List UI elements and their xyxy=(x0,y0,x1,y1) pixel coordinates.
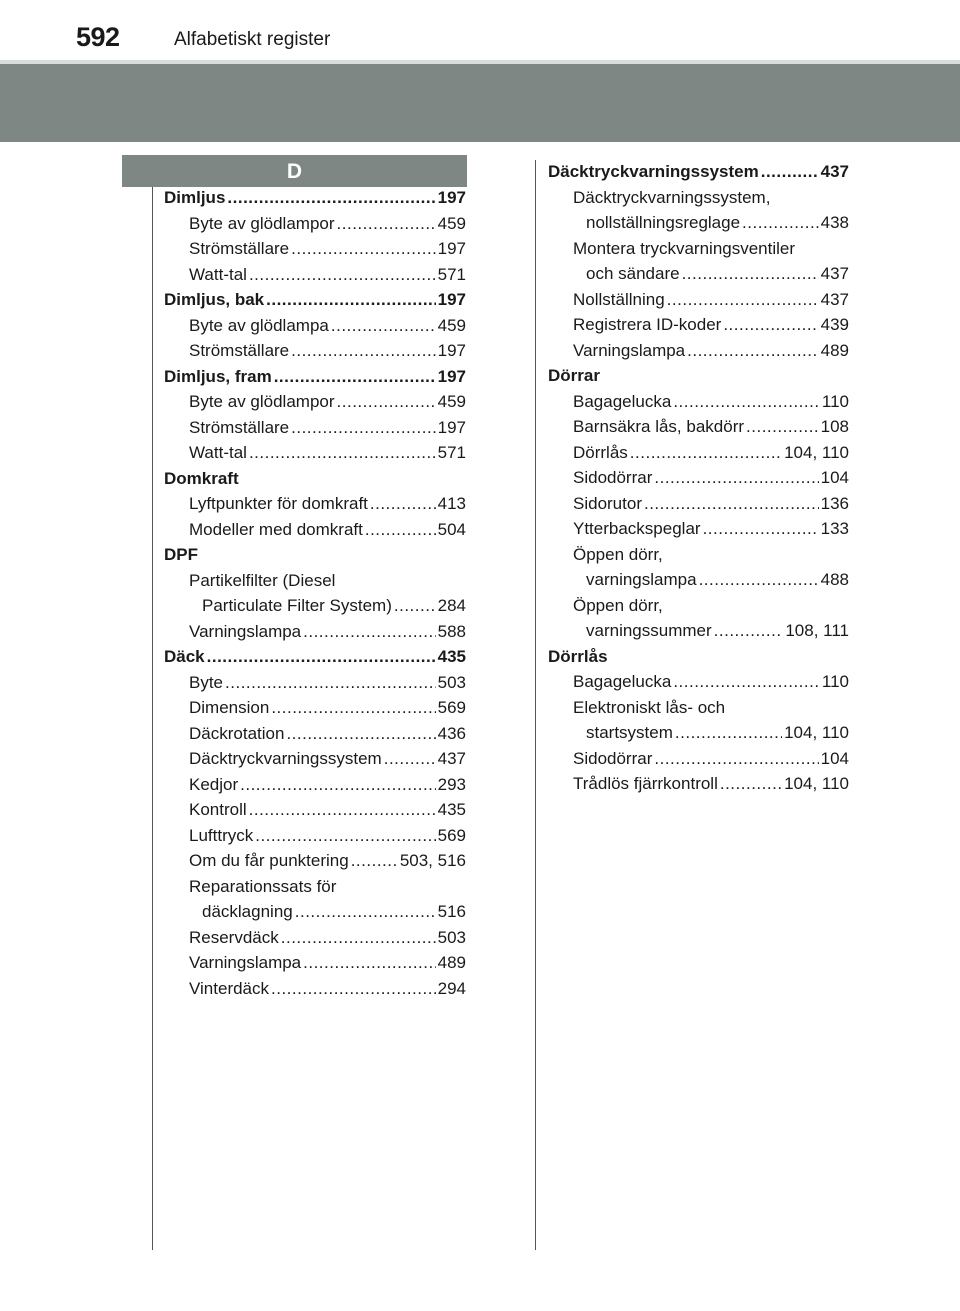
index-entry-pages: 133 xyxy=(820,519,849,538)
index-entry-pages: 197 xyxy=(437,188,466,207)
index-entry-name: Bagagelucka xyxy=(573,672,672,691)
index-entry xyxy=(164,619,466,645)
index-entry-pages: 435 xyxy=(437,800,466,819)
dot-leader xyxy=(687,338,818,364)
index-entry-name: Däcktryckvarningssystem xyxy=(548,162,759,181)
dot-leader xyxy=(699,567,819,593)
index-entry-name: Däcktryckvarningssystem xyxy=(189,749,382,768)
dot-leader xyxy=(654,746,818,772)
index-entry-pages: 104 xyxy=(820,748,849,768)
index-entry-pages: 437 xyxy=(820,162,849,181)
index-entry-name: Strömställare xyxy=(189,341,290,360)
index-entry-pages: 110 xyxy=(821,672,849,691)
index-entry-name: Barnsäkra lås, bakdörr xyxy=(573,417,745,436)
index-entry-name: Strömställare xyxy=(189,417,290,437)
index-entry-name: Ytterbackspeglar xyxy=(573,519,701,538)
index-entry-pages: 504 xyxy=(437,519,466,539)
index-entry xyxy=(548,236,849,262)
index-entry xyxy=(164,568,466,594)
index-entry xyxy=(164,593,466,619)
index-entry xyxy=(164,746,466,772)
index-entry-name: Domkraft xyxy=(164,468,239,488)
index-entry xyxy=(164,670,466,696)
index-entry-name: Sidodörrar xyxy=(573,468,653,487)
index-entry-name: Dörrlås xyxy=(548,646,608,666)
index-entry xyxy=(548,185,849,211)
index-entry xyxy=(548,593,849,619)
index-entry-pages: 571 xyxy=(437,264,466,284)
index-entry-pages: 294 xyxy=(437,978,466,998)
index-entry-pages: 104 xyxy=(820,468,849,487)
index-entry-name: Elektroniskt lås- och xyxy=(573,697,726,717)
index-entry xyxy=(164,517,466,543)
dot-leader xyxy=(673,669,820,695)
index-entry-name: Lufttryck xyxy=(189,825,254,845)
dot-leader xyxy=(291,236,435,262)
index-entry xyxy=(548,618,849,644)
index-heading xyxy=(164,542,466,568)
section-letter-tab: D xyxy=(122,155,467,187)
index-entry xyxy=(164,772,466,798)
dot-leader xyxy=(394,593,436,619)
index-entry-name: Lyftpunkter för domkraft xyxy=(189,494,368,513)
index-entry-pages: 569 xyxy=(437,698,466,717)
dot-leader xyxy=(703,516,819,542)
index-entry-name: och sändare xyxy=(586,264,680,283)
dot-leader xyxy=(337,389,436,415)
index-entry xyxy=(548,440,849,466)
dot-leader xyxy=(746,414,819,440)
dot-leader xyxy=(714,618,784,644)
dot-leader xyxy=(295,899,436,925)
index-entry-pages: 197 xyxy=(437,341,466,360)
index-entry-name: Trådlös fjärrkontroll xyxy=(573,774,718,793)
dot-leader xyxy=(667,287,819,313)
index-entry-pages: 197 xyxy=(437,366,466,386)
index-entry xyxy=(548,389,849,415)
index-entry-name: Däck xyxy=(164,647,205,666)
index-entry-pages: 197 xyxy=(437,239,466,258)
dot-leader xyxy=(225,670,436,696)
index-entry-pages: 413 xyxy=(437,494,466,513)
index-entry-pages: 503 xyxy=(437,672,466,692)
index-entry-pages: 436 xyxy=(437,723,466,743)
index-entry-name: varningssummer xyxy=(586,621,712,640)
index-entry-pages: 503 xyxy=(437,927,466,947)
index-entry xyxy=(548,720,849,746)
index-entry-pages: 104, 110 xyxy=(784,442,849,462)
index-entry-name: Sidorutor xyxy=(573,493,642,513)
dot-leader xyxy=(249,262,436,288)
index-entry xyxy=(164,950,466,976)
index-entry xyxy=(548,669,849,695)
index-entry-pages: 104, 110 xyxy=(784,774,849,793)
index-heading xyxy=(548,363,849,389)
index-entry-name: Watt-tal xyxy=(189,443,247,462)
index-entry xyxy=(548,516,849,542)
index-entry xyxy=(548,338,849,364)
index-entry xyxy=(548,491,849,517)
index-entry-pages: 284 xyxy=(437,596,466,615)
index-entry xyxy=(548,695,849,721)
index-entry-name: Nollställning xyxy=(573,289,665,309)
index-entry-pages: 293 xyxy=(437,774,466,794)
index-entry-name: Registrera ID-koder xyxy=(573,315,722,334)
dot-leader xyxy=(675,720,782,746)
dot-leader xyxy=(331,313,436,339)
dot-leader xyxy=(742,210,819,236)
index-entry-pages: 435 xyxy=(437,647,466,666)
index-entry xyxy=(164,313,466,339)
dot-leader xyxy=(761,159,819,185)
index-entry xyxy=(164,976,466,1002)
index-heading xyxy=(164,466,466,492)
index-entry-pages: 516 xyxy=(437,902,466,921)
index-entry-name: Montera tryckvarningsventiler xyxy=(573,238,796,258)
index-entry xyxy=(164,262,466,288)
center-column-rule xyxy=(535,160,536,1250)
index-entry-name: Modeller med domkraft xyxy=(189,519,363,539)
index-entry-pages: 108 xyxy=(820,417,849,436)
dot-leader xyxy=(723,312,818,338)
dot-leader xyxy=(291,338,435,364)
index-entry-name: Däcktryckvarningssystem, xyxy=(573,187,771,207)
index-entry-name: Dimljus, fram xyxy=(164,366,272,386)
index-entry-name: nollställningsreglage xyxy=(586,213,741,232)
index-entry-name: Byte av glödlampor xyxy=(189,213,335,233)
index-column-right xyxy=(548,159,849,797)
index-entry-name: Strömställare xyxy=(189,239,290,258)
index-entry xyxy=(164,338,466,364)
index-entry-pages: 489 xyxy=(820,340,849,360)
index-entry-name: Vinterdäck xyxy=(189,978,270,998)
index-entry-pages: 437 xyxy=(820,264,849,283)
dot-leader xyxy=(351,848,398,874)
dot-leader xyxy=(303,950,435,976)
index-entry-pages: 459 xyxy=(437,213,466,233)
dot-leader xyxy=(673,389,820,415)
index-entry-name: Däckrotation xyxy=(189,723,285,743)
index-entry-name: Dimljus, bak xyxy=(164,290,265,309)
index-entry xyxy=(548,312,849,338)
index-entry-name: Partikelfilter (Diesel xyxy=(189,570,336,590)
index-entry-pages: 439 xyxy=(820,315,849,334)
index-entry-pages: 104, 110 xyxy=(784,723,849,742)
dot-leader xyxy=(271,695,435,721)
index-entry xyxy=(548,210,849,236)
index-entry-name: Dimljus xyxy=(164,188,226,207)
dot-leader xyxy=(654,465,818,491)
index-heading xyxy=(164,287,466,313)
dot-leader xyxy=(384,746,436,772)
index-entry-pages: 489 xyxy=(437,953,466,972)
index-entry-pages: 136 xyxy=(820,493,849,513)
dot-leader xyxy=(207,644,436,670)
index-entry-name: Bagagelucka xyxy=(573,391,672,411)
dot-leader xyxy=(255,823,435,849)
dot-leader xyxy=(303,619,435,645)
index-entry-name: Kontroll xyxy=(189,800,247,819)
index-entry xyxy=(164,721,466,747)
dot-leader xyxy=(630,440,782,466)
index-entry xyxy=(164,925,466,951)
index-entry-pages: 437 xyxy=(820,289,849,309)
index-entry xyxy=(164,440,466,466)
dot-leader xyxy=(249,440,436,466)
index-entry xyxy=(164,899,466,925)
page-number: 592 xyxy=(76,22,120,52)
index-entry-name: Varningslampa xyxy=(189,621,302,641)
index-entry xyxy=(548,771,849,797)
index-entry xyxy=(548,261,849,287)
index-entry-pages: 108, 111 xyxy=(785,621,849,640)
index-entry-name: Dörrlås xyxy=(573,442,628,462)
page-header xyxy=(0,0,960,60)
index-entry-pages: 571 xyxy=(437,443,466,462)
index-entry-name: varningslampa xyxy=(586,570,697,589)
index-entry-name: Dörrar xyxy=(548,366,600,385)
index-entry-name: Watt-tal xyxy=(189,264,247,284)
index-heading xyxy=(548,644,849,670)
index-entry xyxy=(164,415,466,441)
header-banner xyxy=(0,64,960,142)
left-column-rule xyxy=(152,187,153,1250)
index-entry xyxy=(548,465,849,491)
index-entry-pages: 588 xyxy=(437,621,466,641)
page-title: Alfabetiskt register xyxy=(174,29,331,50)
dot-leader xyxy=(281,925,436,951)
index-entry xyxy=(548,287,849,313)
index-entry xyxy=(164,695,466,721)
index-entry-pages: 488 xyxy=(820,570,849,589)
dot-leader xyxy=(240,772,435,798)
index-entry xyxy=(548,567,849,593)
index-entry-pages: 197 xyxy=(437,417,466,437)
index-entry xyxy=(548,542,849,568)
index-entry xyxy=(164,823,466,849)
index-entry xyxy=(164,797,466,823)
dot-leader xyxy=(227,185,435,211)
index-entry-pages: 459 xyxy=(437,392,466,411)
index-entry-name: Byte av glödlampor xyxy=(189,392,335,411)
dot-leader xyxy=(271,976,436,1002)
index-entry-name: Byte xyxy=(189,672,224,692)
index-entry-name: Kedjor xyxy=(189,774,239,794)
index-heading xyxy=(548,159,849,185)
index-heading xyxy=(164,644,466,670)
index-entry xyxy=(548,746,849,772)
index-entry-name: Sidodörrar xyxy=(573,748,653,768)
index-entry-name: däcklagning xyxy=(202,902,293,921)
index-entry-pages: 197 xyxy=(437,290,466,309)
index-entry-pages: 438 xyxy=(820,213,849,232)
index-entry-name: Particulate Filter System) xyxy=(202,596,392,615)
index-heading xyxy=(164,185,466,211)
dot-leader xyxy=(365,517,436,543)
index-entry-name: Öppen dörr, xyxy=(573,544,663,564)
dot-leader xyxy=(291,415,435,441)
index-column-left xyxy=(164,185,466,1001)
dot-leader xyxy=(286,721,435,747)
index-entry-name: Reparationssats för xyxy=(189,876,337,896)
index-entry-name: Dimension xyxy=(189,698,270,717)
dot-leader xyxy=(274,364,436,390)
dot-leader xyxy=(266,287,435,313)
dot-leader xyxy=(249,797,436,823)
index-entry xyxy=(164,848,466,874)
dot-leader xyxy=(644,491,819,517)
index-entry xyxy=(548,414,849,440)
dot-leader xyxy=(370,491,436,517)
index-entry xyxy=(164,211,466,237)
dot-leader xyxy=(682,261,819,287)
index-entry-pages: 503, 516 xyxy=(399,851,466,870)
index-entry-pages: 569 xyxy=(437,825,466,845)
index-entry-name: DPF xyxy=(164,545,198,564)
index-entry-pages: 459 xyxy=(437,315,466,335)
dot-leader xyxy=(720,771,782,797)
index-entry-name: Varningslampa xyxy=(189,953,302,972)
index-entry-pages: 437 xyxy=(437,749,466,768)
index-entry-pages: 110 xyxy=(821,391,849,411)
index-entry xyxy=(164,491,466,517)
index-entry-name: Öppen dörr, xyxy=(573,595,663,615)
index-entry xyxy=(164,236,466,262)
index-entry-name: startsystem xyxy=(586,723,673,742)
index-entry xyxy=(164,389,466,415)
dot-leader xyxy=(337,211,436,237)
index-entry-name: Varningslampa xyxy=(573,340,686,360)
index-entry-name: Om du får punktering xyxy=(189,851,349,870)
index-entry-name: Byte av glödlampa xyxy=(189,315,329,335)
index-entry xyxy=(164,874,466,900)
index-entry-name: Reservdäck xyxy=(189,927,279,947)
index-heading xyxy=(164,364,466,390)
